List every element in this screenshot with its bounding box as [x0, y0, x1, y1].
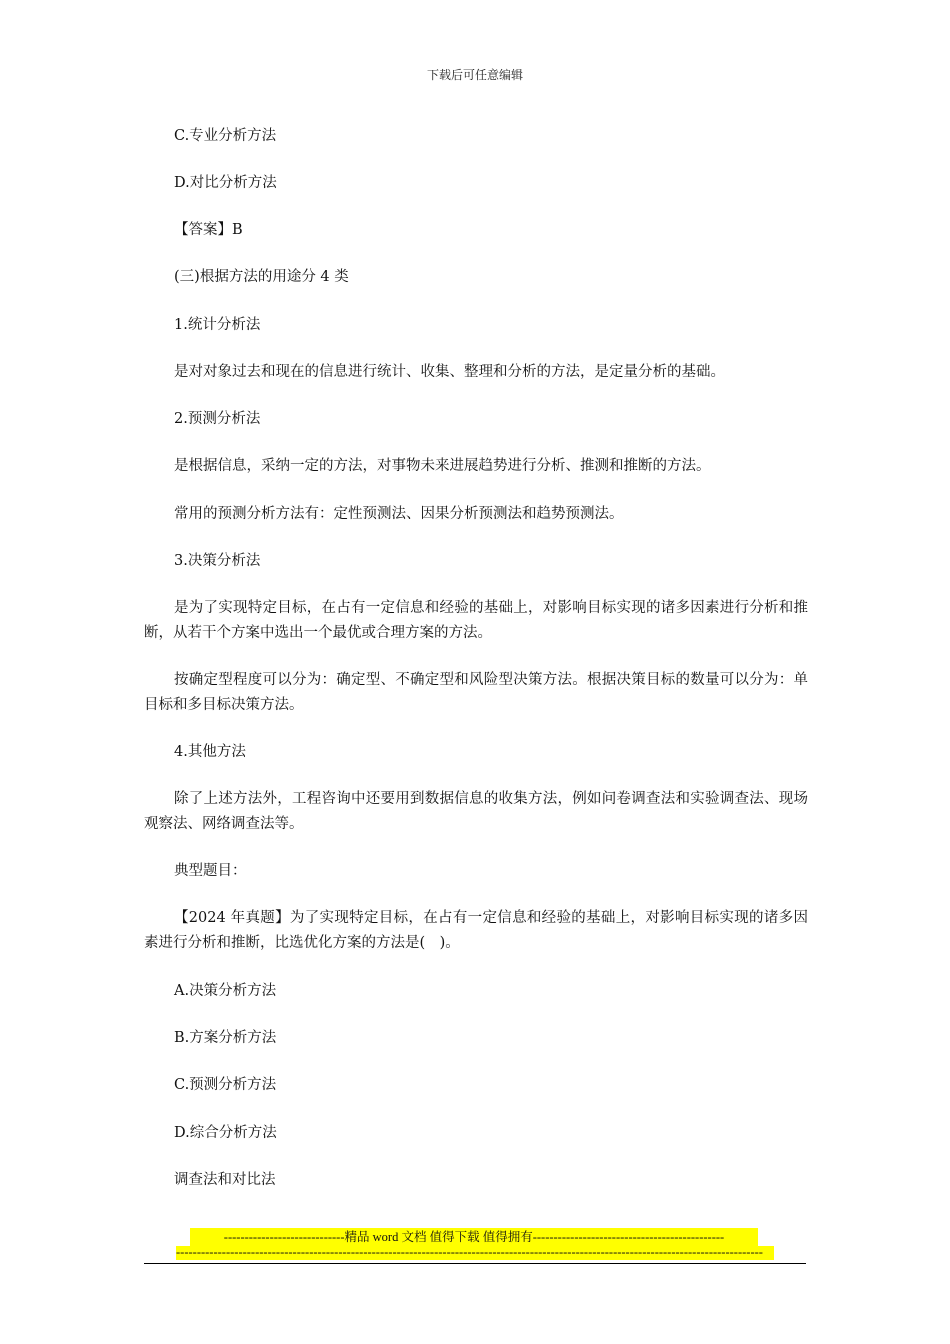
option-b-line: B.方案分析方法	[174, 1030, 277, 1046]
option-d2-line: D.综合分析方法	[174, 1125, 277, 1141]
exam-question: 【2024 年真题】为了实现特定目标，在占有一定信息和经验的基础上，对影响目标实现的诸多因素进行分析和推断，比选优化方案的方法是( )。	[144, 910, 808, 951]
typical-questions-label: 典型题目：	[174, 863, 247, 879]
option-a-line: A.决策分析方法	[174, 983, 277, 999]
subheading-decision: 3.决策分析法	[174, 553, 261, 569]
option-c-line: C.专业分析方法	[174, 128, 277, 144]
forecast-description: 是根据信息，采纳一定的方法，对事物未来进展趋势进行分析、推测和推断的方法。	[174, 458, 711, 474]
answer-line: 【答案】B	[174, 222, 243, 238]
subheading-forecast: 2.预测分析法	[174, 411, 261, 427]
footer-dashes: ---------------------------------------------------------------------------------------------------------------------------------------------	[176, 1246, 774, 1260]
forecast-methods: 常用的预测分析方法有：定性预测法、因果分析预测法和趋势预测法。	[174, 506, 624, 522]
decision-description: 是为了实现特定目标，在占有一定信息和经验的基础上，对影响目标实现的诸多因素进行分析和推断，从若干个方案中选出一个最优或合理方案的方法。	[144, 600, 808, 641]
page-header: 下载后可任意编辑	[426, 68, 523, 82]
footer-rule	[144, 1263, 806, 1264]
subheading-statistics: 1.统计分析法	[174, 317, 261, 333]
decision-types: 按确定型程度可以分为：确定型、不确定型和风险型决策方法。根据决策目标的数量可以分为：单目标和多目标决策方法。	[144, 672, 808, 713]
other-description: 除了上述方法外，工程咨询中还要用到数据信息的收集方法，例如问卷调查法和实验调查法、现场观察法、网络调查法等。	[144, 791, 808, 832]
section-heading: (三)根据方法的用途分 4 类	[174, 269, 349, 285]
statistics-description: 是对对象过去和现在的信息进行统计、收集、整理和分析的方法，是定量分析的基础。	[174, 364, 725, 380]
option-d-line: D.对比分析方法	[174, 175, 277, 191]
subheading-other: 4.其他方法	[174, 744, 246, 760]
footer-banner: -----------------------------精品 word 文档 值得下载 值得拥有----------------------------------------------	[190, 1228, 758, 1246]
option-c2-line: C.预测分析方法	[174, 1077, 277, 1093]
trailing-line: 调查法和对比法	[174, 1172, 276, 1188]
